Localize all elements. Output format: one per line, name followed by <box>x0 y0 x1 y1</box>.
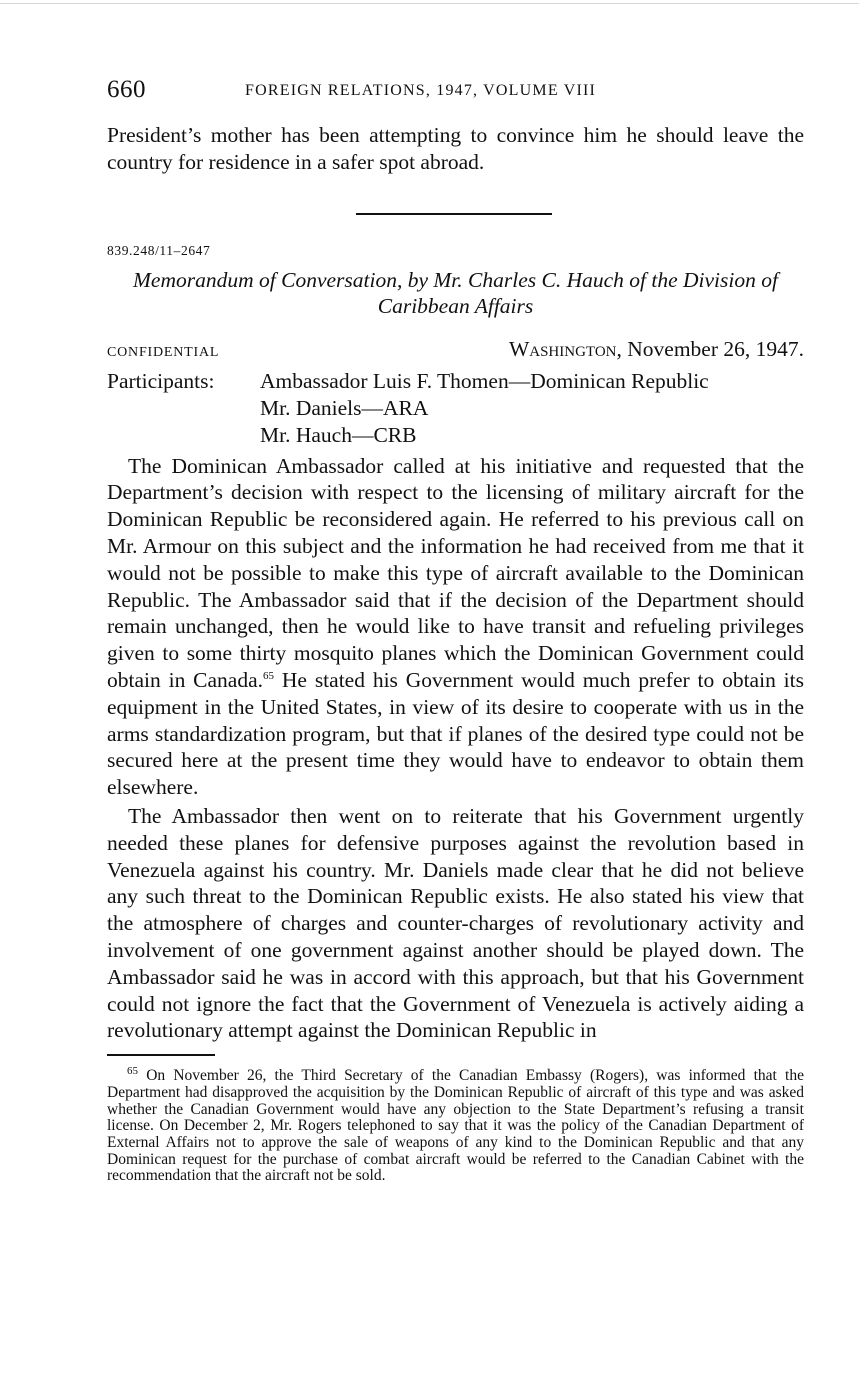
scan-top-edge <box>0 3 859 4</box>
date-text: , November 26, 1947. <box>616 336 804 361</box>
footnote-text: On November 26, the Third Secretary of the Canadian Embassy (Rogers), was informed that the Department had disapproved the acquisition by the Dominican Republic of aircraft of this type and was asked whether the Canadian Government would have any objection to the State Department’s refusing a transit license. On December 2, Mr. Rogers telephoned to say that it was the policy of the Canadian Department of External Affairs not to approve the sale of weapons of any kind to the Dominican Republic and that any Dominican request for the purchase of combat aircraft would be referred to the Canadian Cabinet with the recommendation that the aircraft not be sold. <box>107 1067 804 1185</box>
continuation-paragraph: President’s mother has been attempting to convince him he should leave the country for residence in a safer spot abroad. <box>107 123 804 174</box>
participant-item: Mr. Daniels—ARA <box>260 395 429 420</box>
footnote-reference[interactable]: 65 <box>263 669 275 682</box>
volume-title: FOREIGN RELATIONS, 1947, VOLUME VIII <box>245 82 597 99</box>
running-header <box>107 74 804 108</box>
participant-item: Ambassador Luis F. Thomen—Dominican Republic <box>260 368 709 393</box>
dateline <box>107 337 804 362</box>
footnote <box>107 1064 804 1185</box>
classification-label: CONFIDENTIAL <box>107 344 220 360</box>
place-name: Washington <box>508 336 617 361</box>
document-file-number: 839.248/11–2647 <box>107 242 211 258</box>
footnote-divider <box>107 1054 215 1056</box>
paragraph-text: The Dominican Ambassador called at his initiative and requested that the Department’s decision with respect to the licensing of military aircraft for the Dominican Republic be reconsidered again. He referred to his previous call on Mr. Armour on this subject and the information he had received from me that it would not be possible to make this type of aircraft available to the Dominican Republic. The Ambassador said that if the decision of the Department should remain unchanged, then he would like to have transit and refueling privileges given to some thirty mosquito planes which the Dominican Government could obtain in Canada. <box>107 453 804 692</box>
page-number: 660 <box>107 76 146 103</box>
document-title: Memorandum of Conversation, by Mr. Charles C. Hauch of the Division of Caribbean Affairs <box>133 267 778 319</box>
footnote-number: 65 <box>127 1064 138 1077</box>
participant-item: Mr. Hauch—CRB <box>260 422 417 447</box>
paragraph-text: He stated his Government would much prefer to obtain its equipment in the United States, in view of its desire to cooperate with us in the arms standardization program, but that if planes of the desired type could not be secured here at the present time they would have to endeavor to obtain them elsewhere. <box>107 667 804 800</box>
document-page <box>107 74 804 1201</box>
participants-label: Participants: <box>107 368 215 393</box>
participants-list <box>260 368 804 449</box>
section-divider <box>356 213 552 215</box>
participants-block <box>107 368 804 449</box>
body-paragraph: The Ambassador then went on to reiterate that his Government urgently needed these planes for defensive purposes against the revolution based in Venezuela against his country. Mr. Daniels made clear that he did not believe any such threat to the Dominican Republic exists. He also stated his view that the atmosphere of charges and counter-charges of revolutionary activity and involvement of one government against another should be played down. The Ambassador said he was in accord with this approach, but that his Government could not ignore the fact that the Government of Venezuela is actively aiding a revolutionary attempt against the Dominican Republic in <box>107 803 804 1043</box>
body-paragraph <box>107 453 804 801</box>
place-date <box>509 337 804 362</box>
